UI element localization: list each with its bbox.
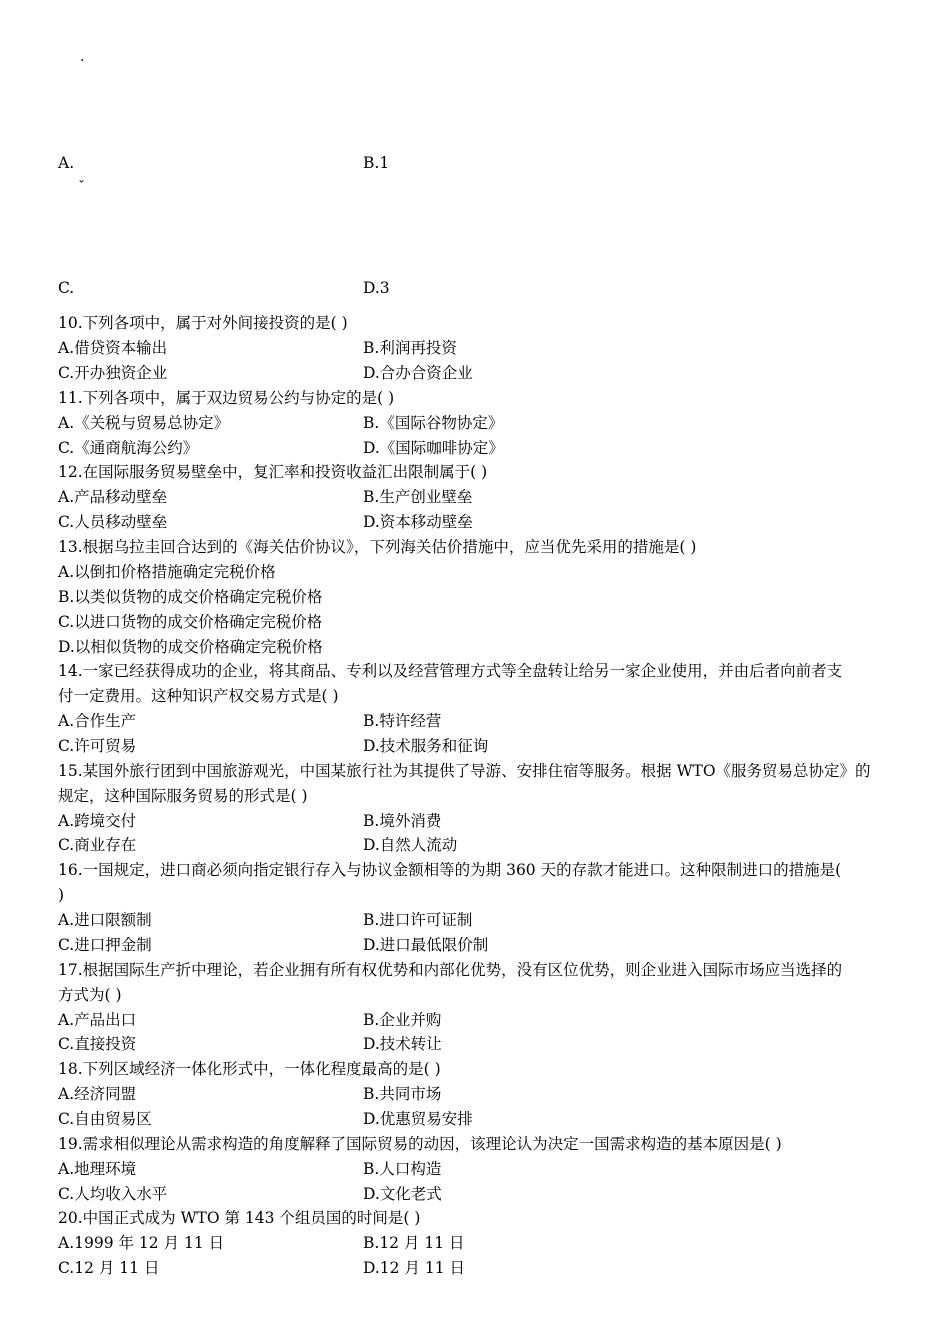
- option-c: C.许可贸易: [58, 737, 137, 755]
- option-d: D.技术服务和征询: [363, 737, 489, 755]
- option-d: D.以相似货物的成交价格确定完税价格: [58, 638, 323, 656]
- option-d: D.12 月 11 日: [363, 1259, 466, 1277]
- question-text: 19.需求相似理论从需求构造的角度解释了国际贸易的动因，该理论认为决定一国需求构造的基本原因是( ): [58, 1135, 782, 1153]
- tick-mark: ˇ: [78, 179, 85, 195]
- option-c: C.开办独资企业: [58, 364, 168, 382]
- question-text: 20.中国正式成为 WTO 第 143 个组员国的时间是( ): [58, 1209, 421, 1227]
- question-text: 16.一国规定，进口商必须向指定银行存入与协议金额相等的为期 360 天的存款才能进口。这种限制进口的措施是(: [58, 861, 842, 879]
- option-c: C.人员移动壁垒: [58, 513, 168, 531]
- option-c: C.直接投资: [58, 1035, 137, 1053]
- option-c: C.《通商航海公约》: [58, 439, 199, 457]
- option-a: A.《关税与贸易总协定》: [58, 414, 230, 432]
- question-text: 15.某国外旅行团到中国旅游观光，中国某旅行社为其提供了导游、安排住宿等服务。根据 WTO《服务贸易总协定》的: [58, 762, 871, 780]
- option-c: C.商业存在: [58, 836, 137, 854]
- option-d: D.技术转让: [363, 1035, 442, 1053]
- question-text: 11.下列各项中，属于双边贸易公约与协定的是( ): [58, 389, 395, 407]
- option-a: A.1999 年 12 月 11 日: [58, 1234, 225, 1252]
- option-a: A.借贷资本输出: [58, 339, 168, 357]
- option-a: A.地理环境: [58, 1160, 137, 1178]
- option-d: D.进口最低限价制: [363, 936, 489, 954]
- option-b: B.以类似货物的成交价格确定完税价格: [58, 588, 323, 606]
- option-a: A.产品出口: [58, 1011, 137, 1029]
- dot-mark: ·: [80, 53, 85, 69]
- question-text: 17.根据国际生产折中理论，若企业拥有所有权优势和内部化优势，没有区位优势，则企业进入国际市场应当选择的: [58, 961, 843, 979]
- question-text: 18.下列区域经济一体化形式中，一体化程度最高的是( ): [58, 1060, 441, 1078]
- option-d: D.自然人流动: [363, 836, 458, 854]
- option-b: B.1: [363, 154, 390, 172]
- option-d: D.优惠贸易安排: [363, 1110, 473, 1128]
- option-b: B.特许经营: [363, 712, 442, 730]
- option-c: C.12 月 11 日: [58, 1259, 160, 1277]
- option-a: A.跨境交付: [58, 812, 137, 830]
- option-b: B.《国际谷物协定》: [363, 414, 504, 432]
- question-text: 12.在国际服务贸易壁垒中，复汇率和投资收益汇出限制属于( ): [58, 463, 488, 481]
- option-c: C.进口押金制: [58, 936, 152, 954]
- question-text: 10.下列各项中，属于对外间接投资的是( ): [58, 314, 348, 332]
- option-c: C.以进口货物的成交价格确定完税价格: [58, 613, 323, 631]
- option-b: B.人口构造: [363, 1160, 442, 1178]
- option-d: D.文化老式: [363, 1185, 442, 1203]
- option-a: A.: [58, 154, 75, 172]
- option-d: D.3: [363, 279, 390, 297]
- option-c: C.自由贸易区: [58, 1110, 152, 1128]
- option-a: A.产品移动壁垒: [58, 488, 168, 506]
- question-text: 13.根据乌拉圭回合达到的《海关估价协议》，下列海关估价措施中，应当优先采用的措施是( ): [58, 538, 697, 556]
- question-text-cont: 方式为( ): [58, 986, 122, 1004]
- question-text-cont: 付一定费用。这种知识产权交易方式是( ): [58, 687, 339, 705]
- option-a: A.以倒扣价格措施确定完税价格: [58, 563, 276, 581]
- question-text-cont: 规定，这种国际服务贸易的形式是( ): [58, 787, 308, 805]
- option-a: A.经济同盟: [58, 1085, 137, 1103]
- question-text-cont: ): [58, 886, 65, 904]
- option-d: D.《国际咖啡协定》: [363, 439, 504, 457]
- option-b: B.12 月 11 日: [363, 1234, 465, 1252]
- option-c: C.人均收入水平: [58, 1185, 168, 1203]
- option-d: D.合办合资企业: [363, 364, 473, 382]
- option-d: D.资本移动壁垒: [363, 513, 473, 531]
- option-c: C.: [58, 279, 75, 297]
- option-b: B.进口许可证制: [363, 911, 473, 929]
- option-b: B.企业并购: [363, 1011, 442, 1029]
- option-b: B.利润再投资: [363, 339, 457, 357]
- option-a: A.合作生产: [58, 712, 137, 730]
- option-b: B.生产创业壁垒: [363, 488, 473, 506]
- option-b: B.共同市场: [363, 1085, 442, 1103]
- question-text: 14.一家已经获得成功的企业，将其商品、专利以及经营管理方式等全盘转让给另一家企业使用，并由后者向前者支: [58, 662, 843, 680]
- option-b: B.境外消费: [363, 812, 442, 830]
- option-a: A.进口限额制: [58, 911, 152, 929]
